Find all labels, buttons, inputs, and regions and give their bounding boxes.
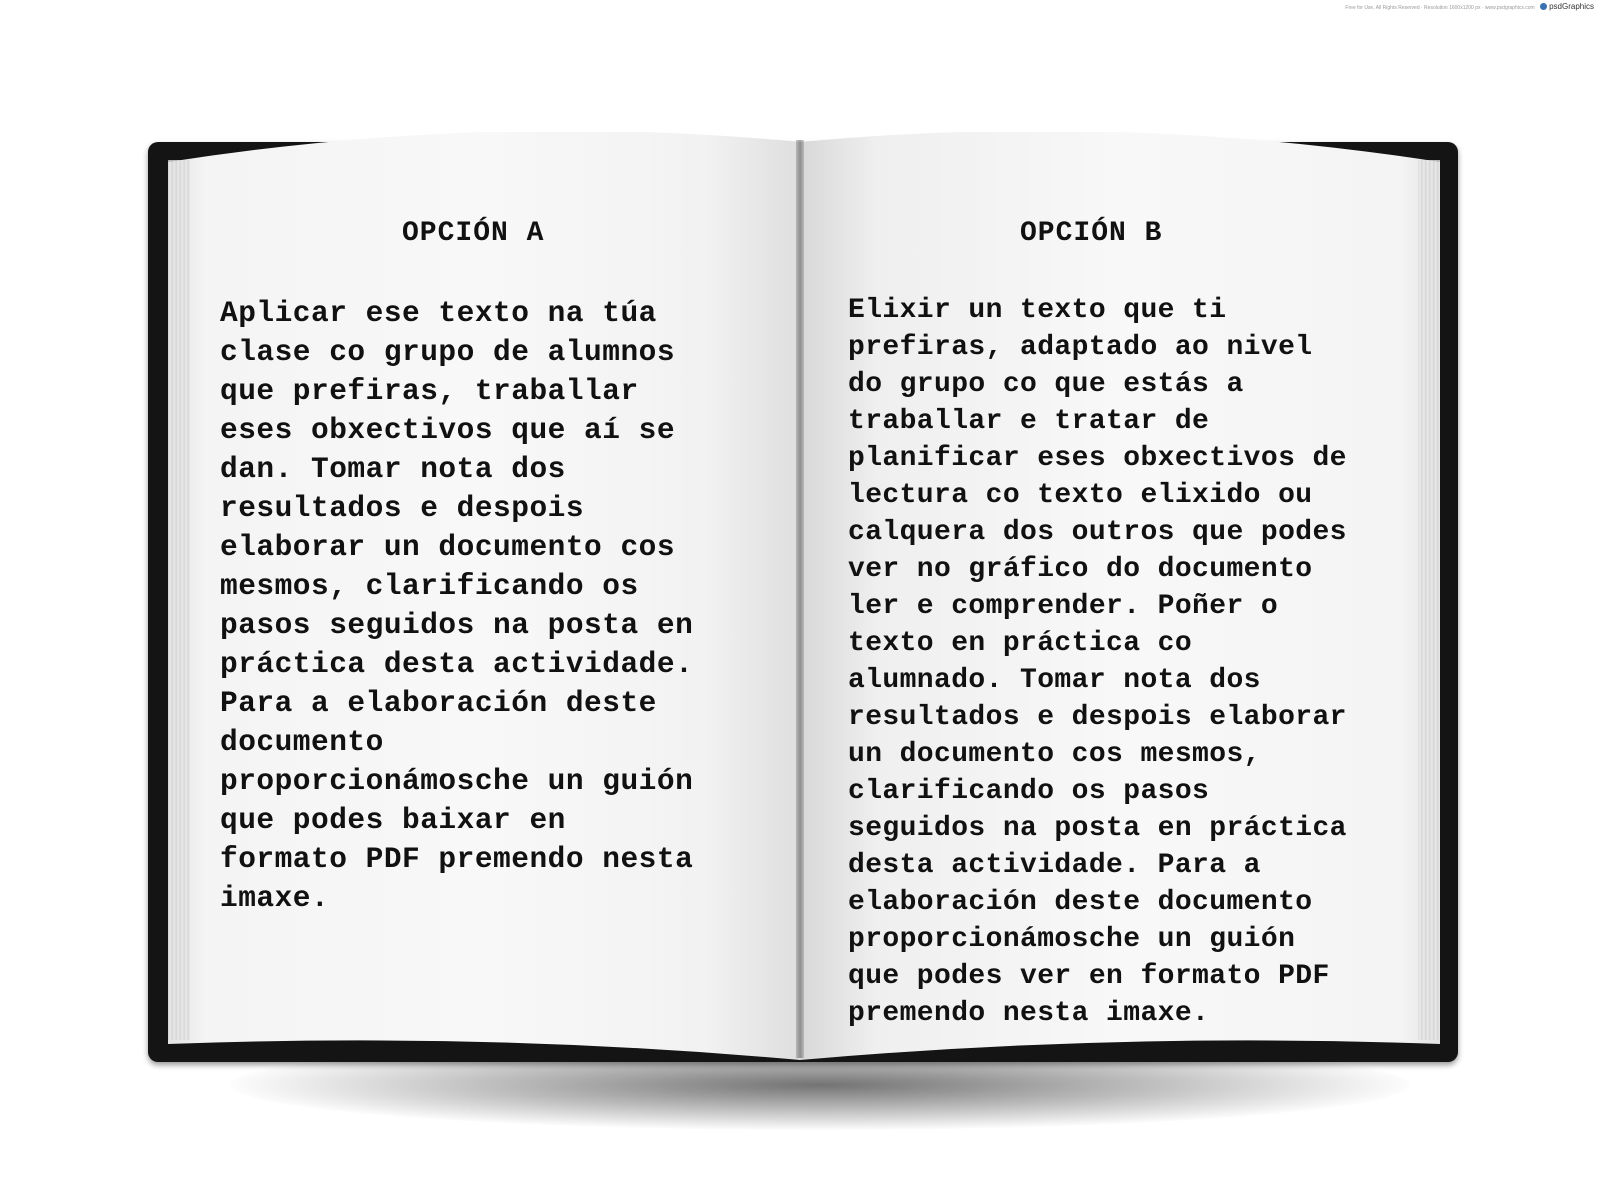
option-b-text[interactable]: Elixir un texto que ti prefiras, adaptado ao nivel do grupo co que estás a traballar e tratar de planificar eses obxectivos de lectura co texto elixido ou calquera dos outros que podes ver no gráfico do documento ler e comprender. Poñer o texto en práctica co alumnado. Tomar nota dos resultados e despois elaborar un documento cos mesmos, clarificando os pasos seguidos na posta en práctica desta actividade. Para a elaboración deste documento proporcionámosche un guión que podes ver en formato PDF premendo nesta imaxe. <box>848 295 1347 1029</box>
option-b-heading: OPCIÓN B <box>1020 218 1163 249</box>
watermark-bar <box>1345 2 1594 11</box>
option-a-heading: OPCIÓN A <box>402 218 545 249</box>
watermark-brand <box>1540 2 1594 11</box>
brand-logo-icon <box>1540 3 1547 10</box>
option-a-text[interactable]: Aplicar ese texto na túa clase co grupo de alumnos que prefiras, traballar eses obxectivos que aí se dan. Tomar nota dos resultados e despois elaborar un documento cos mesmos, clarificando os pasos seguidos na posta en práctica desta actividade. Para a elaboración deste documento proporcionámosche un guión que podes baixar en formato PDF premendo nesta imaxe. <box>220 296 694 915</box>
watermark-info: Free for Use, All Rights Reserved · Resolution 1600x1200 px · www.psdgraphics.com <box>1345 5 1535 11</box>
book-spine <box>796 140 804 1058</box>
right-page-edges <box>1418 160 1440 1040</box>
watermark-brand-label: psdGraphics <box>1549 2 1594 11</box>
left-page-edges <box>168 160 190 1040</box>
